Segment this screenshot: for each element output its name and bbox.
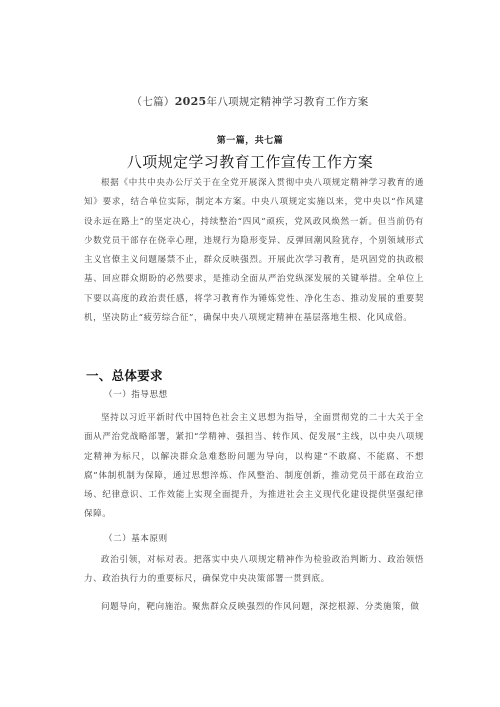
title-rest: 年八项规定精神学习教育工作方案 bbox=[206, 96, 369, 108]
subheading-guiding-ideology: （一）指导思想 bbox=[104, 390, 168, 400]
title-prefix: （七篇） bbox=[131, 96, 175, 108]
principle-paragraph-2: 问题导向，靶向施治。聚焦群众反映强烈的作风问题，深挖根源、分类施策，做 bbox=[101, 602, 420, 612]
section-heading-overall-requirements: 一、总体要求 bbox=[86, 368, 163, 383]
title-year: 2025 bbox=[174, 95, 207, 108]
document-title bbox=[0, 94, 500, 109]
principle-paragraph-1: 政治引领，对标对表。把落实中央八项规定精神作为检验政治判断力、政治领悟力、政治执行力的重要标尺，确保党中央决策部署一贯到底。 bbox=[84, 555, 424, 585]
main-heading: 八项规定学习教育工作宣传工作方案 bbox=[126, 153, 374, 171]
part-label: 第一篇，共七篇 bbox=[216, 136, 284, 146]
subheading-basic-principles: （二）基本原则 bbox=[104, 534, 168, 544]
guiding-ideology-paragraph: 坚持以习近平新时代中国特色社会主义思想为指导，全面贯彻党的二十大关于全面从严治党战略部署，紧扣“学精神、强担当、转作风、促发展”主线，以中央八项规定精神为标尺，以解决群众急难愁盼问题为导向，以构建“不敢腐、不能腐、不想腐”体制机制为保障，通过思想淬炼、作风整治、制度创新，推动党员干部在政治立场、纪律意识、工作效能上实现全面提升，为推进社会主义现代化建设提供坚强纪律保障。 bbox=[84, 413, 424, 520]
intro-paragraph: 根据《中共中央办公厅关于在全党开展深入贯彻中央八项规定精神学习教育的通知》要求，结合单位实际，制定本方案。中央八项规定实施以来，党中央以“作风建设永远在路上”的坚定决心，持续整治“四风”顽疾，党风政风焕然一新。但当前仍有少数党员干部存在侥幸心理，违规行为隐形变异、反弹回潮风险犹存，个别领域形式主义官僚主义问题屡禁不止，群众反映强烈。开展此次学习教育，是巩固党的执政根基、回应群众期盼的必然要求，是推动全面从严治党纵深发展的关键举措。全单位上下要以高度的政治责任感，将学习教育作为锤炼党性、净化生态、推动发展的重要契机，坚决防止“疲劳综合征”，确保中央八项规定精神在基层落地生根、化风成俗。 bbox=[84, 178, 424, 324]
